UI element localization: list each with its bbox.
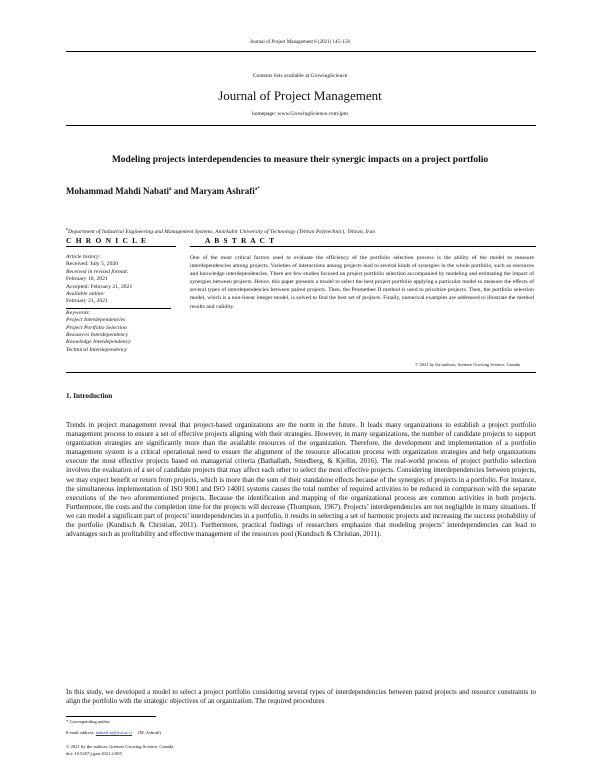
journal-box-rule <box>66 125 536 126</box>
email-line <box>66 730 161 735</box>
email-label: E-mail address: <box>66 730 96 735</box>
abstract-rule <box>190 246 536 247</box>
email-owner: (M. Ashrafi) <box>138 730 162 735</box>
header-rule <box>66 51 536 52</box>
section-heading: 1. Introduction <box>66 392 113 400</box>
revised-date: February 18, 2021 <box>66 276 108 283</box>
article-info <box>66 254 171 354</box>
keywords-rule <box>66 308 171 309</box>
homepage-prefix: homepage: <box>251 111 278 117</box>
keyword-item: Project Interdependencies <box>66 317 126 324</box>
footer-copyright: © 2021 by the authors; licensee Growing Science, Canada <box>66 744 174 749</box>
affiliation <box>66 226 536 235</box>
paragraph-1: Trends in project management reveal that project-based organizations are the norm in the future. It leads many organizations to establish a project portfolio management process to ensure a set of effective projects aligning with their strategies. However, in many organizations, the number of candidate projects to support organization strategies are significantly more than the available resources of the organization. Therefore, the development and implementation of a portfolio management system is a critical operational need to ensure the alignment of the resource allocation process with organization strategies and help organizations execute the most effective projects based on managerial criteria (Bathallath, Smedberg, & Kjellin, 2016). The real-world process of project portfolio selection involves the evaluation of a set of candidate projects that may affect each other to select the most effective projects. Considering interdependencies between projects, we may expect benefit or return from projects, which is more than the sum of their standalone effects because of the synergies of projects in a portfolio. For instance, the simultaneous implementation of ISO 9001 and ISO 14001 systems causes the total number of required activities to be reduced in comparison with the separate executions of the two aforementioned projects. Because the identification and mapping of the organizational process are common activities in both projects. Furthermore, the costs and the completion time for the projects will decrease (Thompson, 1967). Projects’ interdependencies are not negligible in many situations. If we can model a significant part of projects’ interdependencies in a portfolio, it results in selecting a set of harmonic projects and increasing the success probability of the portfolio (Kundisch & Christian, 2011). Furthermore, practical findings of researchers emphasize that modeling projects’ interdependencies can lead to advantages such as profitability and effective management of the resources pool (Kundisch & Christian, 2011). <box>66 421 536 539</box>
authors <box>66 186 260 196</box>
author-and: and <box>171 186 191 196</box>
received-date: Received: July 5, 2020 <box>66 261 119 268</box>
abstract-copyright: © 2021 by the authors; licensee Growing Science, Canada <box>414 362 520 367</box>
journal-homepage <box>0 111 600 117</box>
doi[interactable]: doi: 10.5267/j.jpm.2021.2.005 <box>66 751 122 756</box>
online-date: February 21, 2021 <box>66 298 108 305</box>
homepage-link[interactable]: www.GrowingScience.com/jpm <box>277 111 349 117</box>
online-label: Available online: <box>66 291 106 298</box>
history-label: Article history: <box>66 254 101 260</box>
author-1: Mohammad Mahdi Nabati <box>66 186 170 196</box>
journal-citation: Journal of Project Management 6 (2021) 145–156 <box>250 40 350 45</box>
chronicle-rule <box>66 246 176 247</box>
chronicle-heading: C H R O N I C L E <box>66 236 148 245</box>
article-title: Modeling projects interdependencies to measure their synergic impacts on a project portfolio <box>111 155 489 165</box>
keyword-item: Project Portfolio Selection <box>66 324 127 331</box>
keyword-item: Resources Interdependency <box>66 332 129 339</box>
keywords-label: Keywords: <box>66 309 91 316</box>
contents-prefix: Contents lists available at <box>252 73 311 79</box>
paragraph-2: In this study, we developed a model to select a project portfolio considering several types of interdependencies between paired projects and resource constraints to align the portfolio with the strategic objectives of an organization. The required procedures <box>66 688 536 706</box>
abstract-heading: A B S T R A C T <box>205 236 276 245</box>
author-2-sup: a* <box>254 187 260 192</box>
affiliation-sup: a <box>66 226 68 231</box>
contents-line <box>0 73 600 79</box>
author-1-sup: a <box>169 187 172 192</box>
abstract-text: One of the most critical factors used to evaluate the efficiency of the portfolio selection process is the ability of the model to measure interdependencies among projects. Varieties of interactions among projects lead to several kinds of synergies in the whole portfolio, such as resources and knowledge interdependencies. There are few studies focused on project portfolio selection accompanied by modeling and estimating the impact of synergies between projects. Hence, this paper presents a model to select the best project portfolio applying a particular model to measure the effects of several types of interdependencies between paired projects. Then, the Promethee II method is used to prioritize projects. Then, the portfolio selection model, which is a non-linear integer model, is solved to find the best set of projects. Finally, numerical examples are addressed to illustrate the method results and validity. <box>190 255 534 310</box>
revised-label: Received in revised format: <box>66 268 129 275</box>
journal-name: Journal of Project Management <box>218 88 382 103</box>
author-2: Maryam Ashrafi <box>190 186 255 196</box>
publisher-name[interactable]: GrowingScience <box>310 73 348 79</box>
affiliation-text: Department of Industrial Engineering and Management Systems, Amirkabir University of Technology (Tehran Polytechnic), Tehran, Iran <box>68 228 376 235</box>
accepted-date: Accepted: February 21, 2021 <box>66 283 133 290</box>
keyword-item: Knowledge Interdependency <box>66 339 131 346</box>
email-link[interactable]: ashrafi.m@aut.ac.ir <box>95 730 133 735</box>
footnote-rule <box>66 716 156 717</box>
corresponding-note: * Corresponding author. <box>66 719 111 724</box>
keyword-item: Technical Interdependency <box>66 346 128 353</box>
abstract-bottom-rule <box>66 372 536 373</box>
